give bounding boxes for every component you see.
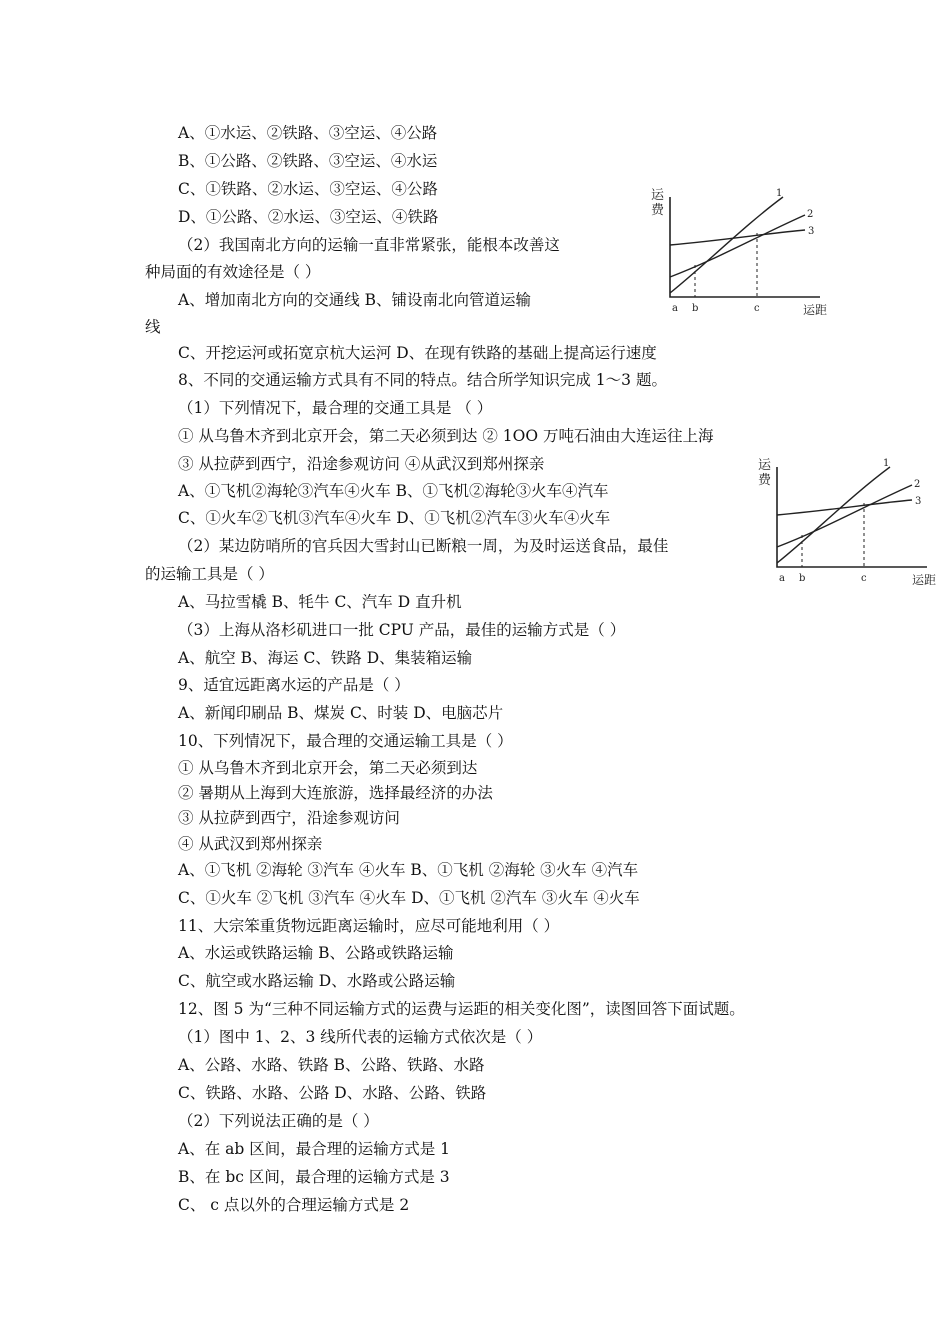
text-line: （1）下列情况下，最合理的交通工具是 （ ） <box>178 399 493 417</box>
text-line: 种局面的有效途径是（ ） <box>145 263 321 281</box>
text-line: 12、图 5 为“三种不同运输方式的运费与运距的相关变化图”，读图回答下面试题。 <box>178 1000 745 1018</box>
line-2 <box>670 215 805 277</box>
point-label: b <box>692 303 699 314</box>
line-label: 3 <box>808 226 815 237</box>
text-line: A、新闻印刷品 B、煤炭 C、时装 D、电脑芯片 <box>178 704 504 722</box>
text-line: 8、不同的交通运输方式具有不同的特点。结合所学知识完成 1～3 题。 <box>178 371 667 389</box>
text-line: ④ 从武汉到郑州探亲 <box>178 835 323 853</box>
text-line: A、①飞机 ②海轮 ③汽车 ④火车 B、①飞机 ②海轮 ③火车 ④汽车 <box>178 861 639 879</box>
point-label: a <box>779 573 785 584</box>
text-line: ③ 从拉萨到西宁，沿途参观访问 ④从武汉到郑州探亲 <box>178 455 545 473</box>
freight-distance-figure <box>752 455 950 590</box>
text-line: A、①水运、②铁路、③空运、④公路 <box>178 124 438 142</box>
text-line: ③ 从拉萨到西宁，沿途参观访问 <box>178 809 400 827</box>
text-line: C、开挖运河或拓宽京杭大运河 D、在现有铁路的基础上提高运行速度 <box>178 344 657 362</box>
y-axis-label: 费 <box>758 473 772 488</box>
text-line: （3）上海从洛杉矶进口一批 CPU 产品，最佳的运输方式是（ ） <box>178 621 626 639</box>
text-line: B、在 bc 区间，最合理的运输方式是 3 <box>178 1168 450 1186</box>
freight-distance-figure <box>645 185 845 320</box>
text-line: ② 暑期从上海到大连旅游，选择最经济的办法 <box>178 784 493 802</box>
point-label: c <box>754 303 760 314</box>
point-label: a <box>672 303 678 314</box>
axes <box>777 467 927 567</box>
line-label: 2 <box>914 479 921 490</box>
text-line: C、铁路、水路、公路 D、水路、公路、铁路 <box>178 1084 487 1102</box>
text-line: C、航空或水路运输 D、水路或公路运输 <box>178 972 456 990</box>
text-line: （2）下列说法正确的是（ ） <box>178 1112 379 1130</box>
x-axis-label: 运距 <box>803 303 828 317</box>
axes <box>670 197 820 297</box>
text-line: ① 从乌鲁木齐到北京开会，第二天必须到达 <box>178 759 478 777</box>
y-axis-label: 运 <box>651 188 665 203</box>
point-label: b <box>799 573 806 584</box>
text-line: D、①公路、②水运、③空运、④铁路 <box>178 208 439 226</box>
y-axis-label: 费 <box>651 203 665 218</box>
text-line: 11、大宗笨重货物远距离运输时，应尽可能地利用（ ） <box>178 917 560 935</box>
text-line: （2）我国南北方向的运输一直非常紧张，能根本改善这 <box>178 236 560 254</box>
point-label: c <box>861 573 867 584</box>
text-line: 线 <box>145 318 161 336</box>
y-axis-label: 运 <box>758 458 772 473</box>
x-axis-label: 运距 <box>912 573 937 587</box>
text-line: B、①公路、②铁路、③空运、④水运 <box>178 152 438 170</box>
text-line: （2）某边防哨所的官兵因大雪封山已断粮一周，为及时运送食品，最佳 <box>178 537 669 555</box>
text-line: 的运输工具是（ ） <box>145 565 274 583</box>
text-line: A、增加南北方向的交通线 B、铺设南北向管道运输 <box>178 291 532 309</box>
line-label: 2 <box>807 209 814 220</box>
text-line: A、①飞机②海轮③汽车④火车 B、①飞机②海轮③火车④汽车 <box>178 482 609 500</box>
line-1 <box>670 197 783 293</box>
text-line: A、水运或铁路运输 B、公路或铁路运输 <box>178 944 454 962</box>
text-line: A、马拉雪橇 B、牦牛 C、汽车 D 直升机 <box>178 593 462 611</box>
text-line: （1）图中 1、2、3 线所代表的运输方式依次是（ ） <box>178 1028 543 1046</box>
text-line: 9、适宜远距离水运的产品是（ ） <box>178 676 410 694</box>
text-line: C、 c 点以外的合理运输方式是 2 <box>178 1196 410 1214</box>
line-label: 1 <box>776 188 783 199</box>
text-line: A、航空 B、海运 C、铁路 D、集装箱运输 <box>178 649 473 667</box>
line-3 <box>670 230 805 245</box>
text-line: 10、下列情况下，最合理的交通运输工具是（ ） <box>178 732 513 750</box>
line-2 <box>777 485 912 547</box>
line-label: 3 <box>915 496 922 507</box>
line-label: 1 <box>883 458 890 469</box>
text-line: A、公路、水路、铁路 B、公路、铁路、水路 <box>178 1056 485 1074</box>
line-3 <box>777 500 912 515</box>
line-1 <box>777 467 890 563</box>
text-line: C、①铁路、②水运、③空运、④公路 <box>178 180 438 198</box>
text-line: C、①火车②飞机③汽车④火车 D、①飞机②汽车③火车④火车 <box>178 509 611 527</box>
text-line: A、在 ab 区间，最合理的运输方式是 1 <box>178 1140 451 1158</box>
text-line: C、①火车 ②飞机 ③汽车 ④火车 D、①飞机 ②汽车 ③火车 ④火车 <box>178 889 640 907</box>
text-line: ① 从乌鲁木齐到北京开会，第二天必须到达 ② 1OO 万吨石油由大连运往上海 <box>178 427 714 445</box>
